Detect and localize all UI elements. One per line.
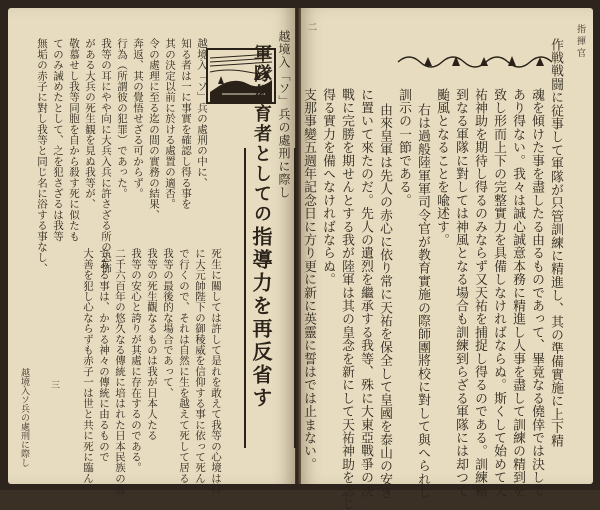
text-line: 由來皇軍は先人の赤心に依り常に天祐を保全して皇國を泰山の安き: [377, 103, 392, 499]
text-line: 颱風となることを喩述す。: [434, 88, 449, 247]
text-line: に大元帥陛下の御稜威を信仰する事に依って死ん: [194, 248, 206, 484]
text-line: 行為（所謂彼の犯罪）であった。: [116, 38, 128, 199]
text-line: 支那事變五週年記念日に方り更に新に英靈に誓はでは止まない。: [301, 88, 316, 471]
page-number: 二: [306, 22, 316, 31]
text-line: 致し形而上下の完整實力を具備しなければならぬ。斯くして始めて天: [491, 88, 506, 498]
article-headline-box: [244, 30, 296, 448]
text-line: 知る者は一に事實を確認し得る事を: [180, 38, 192, 210]
headline-kicker: 越境入「ソ」兵の處刑に際し: [277, 30, 291, 199]
text-line: がある大兵の死生観を見ぬ我等が、: [84, 38, 96, 210]
text-line: 奔返、其の覺悟せざる可からず。: [132, 38, 144, 199]
page-number: 三: [49, 380, 59, 389]
text-line: 我等の耳にやや向に大兵入兵に許さざる所の恐怖: [100, 38, 112, 274]
text-line: に置いて來たのだ。先人の遺烈を繼承する我等、殊に大東亞戰爭の決: [358, 88, 373, 498]
text-line: 到なる軍隊に對しては神風となる場合も訓練到らざる軍隊には却つて: [453, 88, 468, 498]
text-line: 其の決定以前に於ける處置の適否。: [164, 38, 176, 210]
text-line: で行くので、それは自然に生を越えて死して居る: [178, 248, 190, 484]
text-line: 我等の死生觀なるものは我が日本人たる: [146, 248, 158, 441]
text-line: 大善を犯し心ならずも赤子一は世と共に死に臨ん: [82, 248, 94, 484]
text-line: 得る實力を備へなければならぬ。: [320, 88, 335, 286]
headline-title-part1: 軍隊教育者としての: [251, 44, 272, 224]
text-line: 無垢の赤子に對し我等と同じ名に浴する事なし、: [36, 38, 48, 274]
text-line: 祐神助を期待し得るのみならず又天祐を捕捉し得るのである。訓練精: [472, 88, 487, 498]
text-line: 作戦戦闘に従事して軍隊が只管訓練に精進し、其の準備實施に上下精: [548, 38, 563, 448]
text-line: 我等の最後的な場合であって、: [162, 248, 174, 398]
text-line: 二千六百年の悠久なる傳統に培はれた日本民族の血: [114, 248, 126, 495]
text-line: 右は過般陸軍軍司令官が教育實施の際師團將校に對して與へられし: [415, 103, 430, 499]
text-line: 令の處理に至る迄の間の實務の結果、: [148, 38, 160, 220]
headline-title-part2: 指導力を再反省す: [249, 226, 273, 410]
text-line: である事は、かかる神々の傳統に由るもので: [98, 248, 110, 462]
text-line: 訓示の一節である。: [396, 88, 411, 207]
text-line: てのみ誡めたとして、之を犯さざるは我等: [52, 38, 64, 242]
running-head: 指揮官: [575, 24, 585, 60]
text-line: 越境入「ソ」兵の處刑の中に、: [196, 38, 208, 188]
text-line: 我等の安心と誇りが其處に存在するのである。: [130, 248, 142, 473]
text-line: 死生に關しては許して是れを敢えて我等の心境は特: [210, 248, 222, 495]
footnote: 越境入ソ兵の處刑に際し: [19, 368, 29, 467]
left-page: [8, 8, 295, 495]
ornament-rule: [394, 46, 564, 78]
right-page: [299, 8, 593, 510]
text-line: あり得ない。我々は誠心誠意本務に精進し人事を盡して訓練の精到を: [510, 88, 525, 498]
text-line: 戰に完勝を期せんとする我が陸軍は其の皇念を新にして天祐神助を念じ: [339, 88, 354, 510]
text-line: 敬慕せし我等同胞を自から殺す死に似たも: [68, 38, 80, 242]
text-line: 魂を傾けた事を盡したる由るものであって、畢竟なる僥倖では決して: [529, 88, 544, 498]
